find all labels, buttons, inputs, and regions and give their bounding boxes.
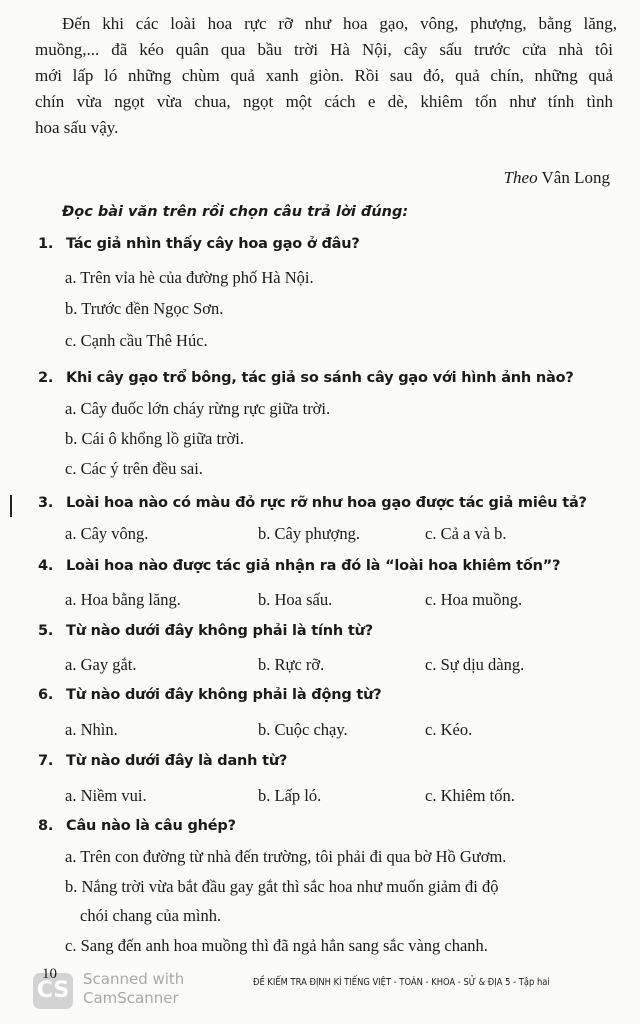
question-text: Loài hoa nào có màu đỏ rực rỡ như hoa gạo được tác giả miêu tả? [66, 495, 587, 511]
question-8 [38, 818, 236, 834]
option: b. Cái ô khổng lồ giữa trời. [65, 429, 244, 448]
option: b. Cây phượng. [258, 524, 360, 543]
question-5 [38, 623, 373, 639]
question-7 [38, 753, 287, 769]
question-text: Từ nào dưới đây là danh từ? [66, 753, 288, 769]
option: c. Cạnh cầu Thê Húc. [65, 331, 208, 350]
option: a. Hoa bằng lăng. [65, 590, 181, 609]
option: b. Trước đền Ngọc Sơn. [65, 299, 224, 318]
option: a. Gay gắt. [65, 655, 137, 674]
option: c. Các ý trên đều sai. [65, 459, 203, 478]
option: b. Rực rỡ. [258, 655, 325, 674]
passage-line: chín vừa ngọt vừa chua, ngọt một cách e dè, khiêm tốn như tính tình [35, 92, 613, 111]
question-1 [38, 236, 360, 252]
question-6 [38, 687, 381, 703]
watermark-line: CamScanner [83, 989, 179, 1007]
option: c. Sự dịu dàng. [425, 655, 525, 674]
option: c. Kéo. [425, 720, 473, 739]
question-3 [38, 495, 587, 511]
passage-source [504, 168, 610, 188]
option: b. Cuộc chạy. [258, 720, 348, 739]
option: b. Lấp ló. [258, 786, 322, 805]
question-text: Câu nào là câu ghép? [66, 818, 236, 834]
option: c. Khiêm tốn. [425, 786, 515, 805]
question-number: 2. [38, 370, 54, 386]
option: a. Cây đuốc lớn cháy rừng rực giữa trời. [65, 399, 331, 418]
question-number: 5. [38, 623, 54, 639]
question-number: 7. [38, 753, 54, 769]
option: a. Trên vỉa hè của đường phố Hà Nội. [65, 268, 314, 287]
passage-line: mới lấp ló những chùm quả xanh giòn. Rồi sau đó, quả chín, những quả [35, 66, 613, 85]
watermark-line: Scanned with [83, 970, 185, 988]
question-number: 3. [38, 495, 54, 511]
book-title-footer: ĐỀ KIỂM TRA ĐỊNH KÌ TIẾNG VIỆT - TOÁN - KHOA - SỬ & ĐỊA 5 - Tập hai [253, 977, 550, 988]
option: c. Cả a và b. [425, 524, 507, 543]
option-continuation: chói chang của mình. [80, 906, 222, 925]
question-2 [38, 370, 574, 386]
passage-line: muồng,... đã kéo quân qua bầu trời Hà Nội, cây sấu trước cửa nhà tôi [35, 40, 613, 59]
question-number: 6. [38, 687, 54, 703]
passage-line: hoa sấu vậy. [35, 118, 119, 137]
question-number: 1. [38, 236, 54, 252]
source-author: Vân Long [541, 168, 610, 187]
passage-line: Đến khi các loài hoa rực rỡ như hoa gạo, vông, phượng, bằng lăng, [62, 14, 617, 33]
source-prefix: Theo [503, 168, 538, 187]
option: b. Nắng trời vừa bắt đầu gay gắt thì sắc hoa như muốn giảm đi độ [65, 877, 499, 896]
option: a. Niềm vui. [65, 786, 147, 805]
instruction: Đọc bài văn trên rồi chọn câu trả lời đúng: [62, 204, 409, 220]
option: a. Nhìn. [65, 720, 118, 739]
question-text: Từ nào dưới đây không phải là động từ? [66, 687, 382, 703]
option: c. Sang đến anh hoa muồng thì đã ngả hẳn sang sắc vàng chanh. [65, 936, 488, 955]
option: a. Trên con đường từ nhà đến trường, tôi phải đi qua bờ Hồ Gươm. [65, 847, 507, 866]
question-text: Tác giả nhìn thấy cây hoa gạo ở đâu? [66, 236, 360, 252]
scan-mark [10, 495, 12, 517]
question-4 [38, 558, 560, 574]
question-text: Loài hoa nào được tác giả nhận ra đó là “loài hoa khiêm tốn”? [66, 558, 561, 574]
question-number: 4. [38, 558, 54, 574]
question-text: Khi cây gạo trổ bông, tác giả so sánh cây gạo với hình ảnh nào? [66, 370, 574, 386]
option: b. Hoa sấu. [258, 590, 333, 609]
option: a. Cây vông. [65, 524, 149, 543]
option: c. Hoa muồng. [425, 590, 523, 609]
camscanner-watermark [83, 970, 184, 1008]
page-number: 10 [42, 966, 57, 982]
question-text: Từ nào dưới đây không phải là tính từ? [66, 623, 373, 639]
question-number: 8. [38, 818, 54, 834]
camscanner-logo: CS [33, 973, 73, 1009]
